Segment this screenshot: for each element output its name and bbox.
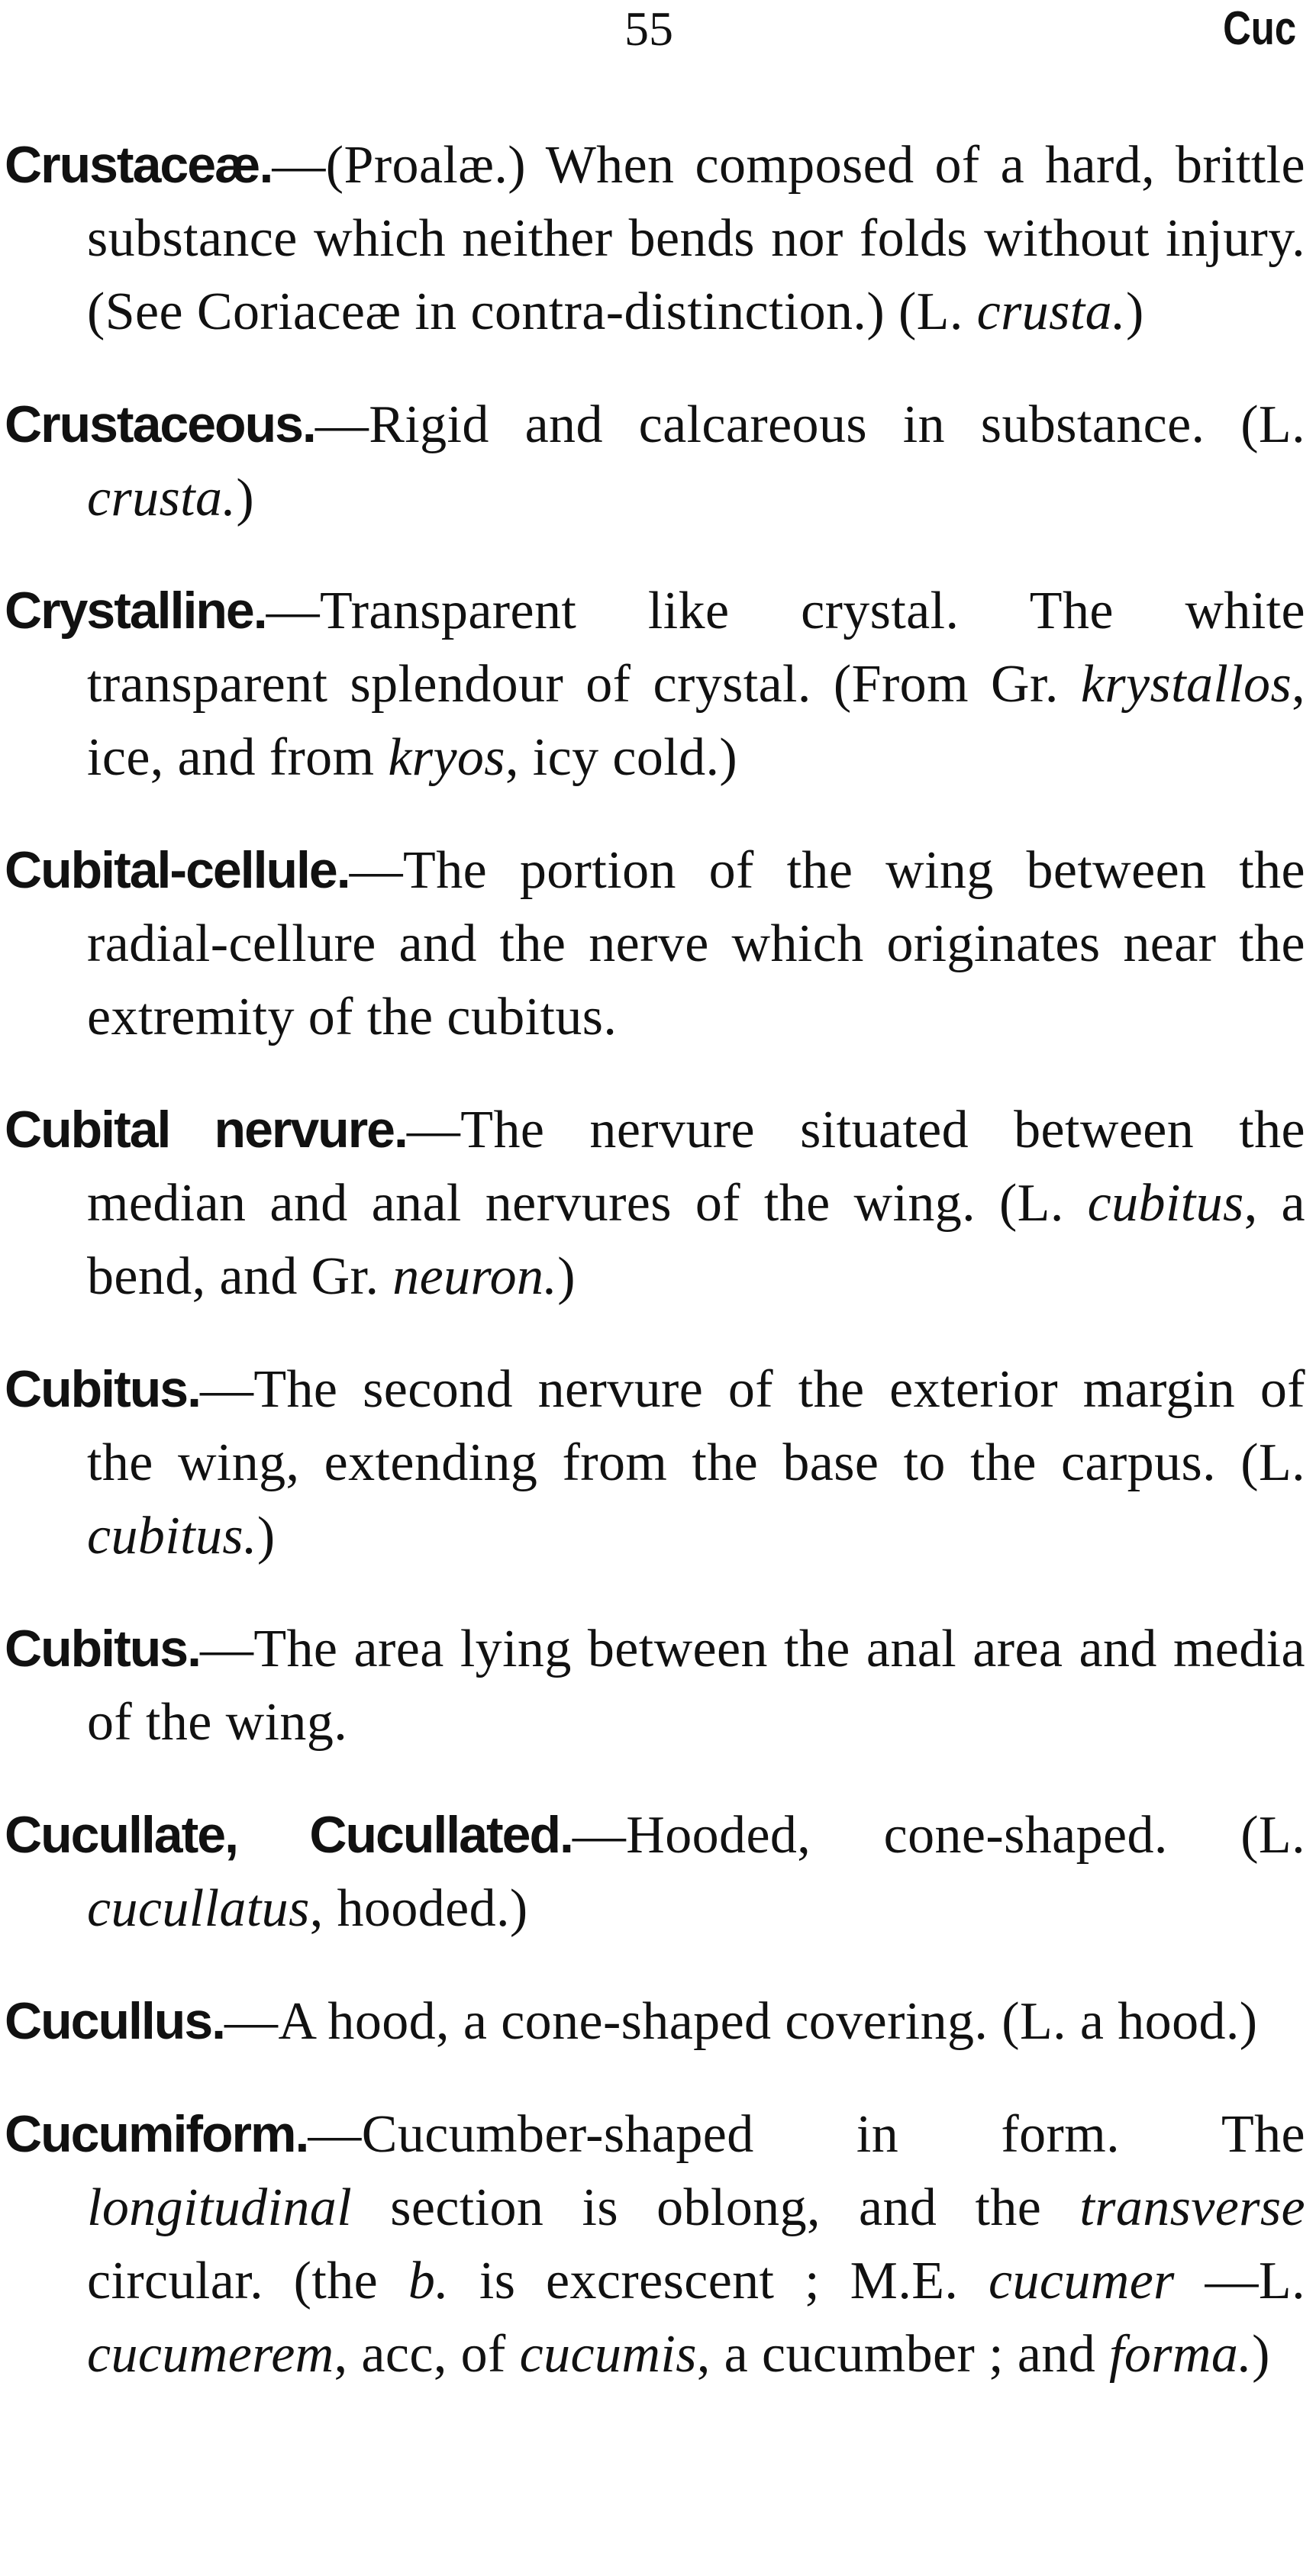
entry-text: circular. (the <box>87 2252 408 2310</box>
entry-text: —Cucumber-shaped in form. The <box>308 2105 1305 2164</box>
entry-text: —Transparent like crystal. The white transparent splendour of crystal. (From Gr. <box>87 582 1305 714</box>
entry-term: Crustaceous. <box>5 395 315 453</box>
entry-italic-text: longitudinal <box>87 2178 353 2237</box>
entry-text: —The area lying between the anal area and media of the wing. <box>87 1620 1305 1752</box>
entry-italic-text: cubitus <box>1087 1174 1244 1233</box>
entry-italic-text: cubitus. <box>87 1507 257 1565</box>
entry-term: Crustaceæ. <box>5 136 273 194</box>
entry-term: Cucumiform. <box>5 2105 308 2163</box>
glossary-entries <box>5 128 1305 2430</box>
entry-text: , hooded.) <box>309 1879 528 1938</box>
entry-text: is excrescent ; M.E. <box>449 2252 989 2310</box>
entry-text: , ice, and from <box>87 655 1305 787</box>
entry-italic-text: cucumer <box>989 2252 1175 2310</box>
entry-text: ) <box>256 1507 276 1565</box>
entry-italic-text: crusta. <box>87 469 237 527</box>
entry-term: Cubitus. <box>5 1620 200 1678</box>
entry-crustaceae <box>5 128 1305 349</box>
guide-word: Cuc <box>1222 2 1296 55</box>
entry-text: , a bend, and Gr. <box>87 1174 1305 1306</box>
entry-text: ) <box>1125 282 1144 341</box>
entry-italic-text: transverse <box>1079 2178 1305 2237</box>
entry-italic-text: cucullatus <box>87 1879 310 1938</box>
entry-term: Cubital nervure. <box>5 1101 407 1159</box>
entry-cubitus-nervure <box>5 1352 1305 1573</box>
entry-text: ) <box>236 469 255 527</box>
entry-cucullus <box>5 1984 1305 2059</box>
entry-italic-text: crusta. <box>976 282 1126 341</box>
entry-text: —The second nervure of the exterior margin of the wing, extending from the base to the carpus. (L. <box>87 1360 1305 1492</box>
entry-term: Cucullus. <box>5 1992 225 2050</box>
entry-italic-text: krystallos <box>1080 655 1292 714</box>
entry-italic-text: kryos <box>388 728 505 787</box>
entry-text: ) <box>1252 2325 1270 2384</box>
entry-text: , a cucumber ; and <box>696 2325 1109 2384</box>
entry-italic-text: forma. <box>1109 2325 1253 2384</box>
entry-cubital-nervure <box>5 1093 1305 1314</box>
entry-term: Crystalline. <box>5 582 266 640</box>
running-header <box>0 0 1316 61</box>
entry-text: —Hooded, cone-shaped. (L. <box>572 1806 1305 1865</box>
entry-italic-text: neuron. <box>392 1247 558 1306</box>
page-number: 55 <box>624 2 673 56</box>
entry-text: section is oblong, and the <box>352 2178 1080 2237</box>
entry-term: Cubital-cellule. <box>5 841 350 899</box>
entry-text: —A hood, a cone-shaped covering. (L. a hood.) <box>224 1992 1258 2051</box>
entry-term: Cubitus. <box>5 1360 200 1418</box>
entry-cubital-cellule <box>5 833 1305 1054</box>
entry-term: Cucullate, Cucullated. <box>5 1806 573 1864</box>
entry-italic-text: cucumerem <box>87 2325 334 2384</box>
entry-text: —The nervure situated between the median and anal nervures of the wing. (L. <box>87 1101 1305 1233</box>
entry-crystalline <box>5 574 1305 795</box>
entry-cucullate <box>5 1798 1305 1946</box>
entry-italic-text: cucumis <box>519 2325 697 2384</box>
entry-text: —The portion of the wing between the radial-cellure and the nerve which originates near the extremity of the cubitus. <box>87 841 1305 1046</box>
entry-italic-text: b. <box>408 2252 450 2310</box>
entry-cucumiform <box>5 2097 1305 2391</box>
entry-text: —(Proalæ.) When composed of a hard, brittle substance which neither bends nor folds without injury. (See Coriaceæ in contra-distinction.) (L. <box>87 136 1305 341</box>
entry-cubitus-area <box>5 1612 1305 1759</box>
entry-text: , icy cold.) <box>505 728 738 787</box>
entry-crustaceous <box>5 388 1305 535</box>
entry-text: —L. <box>1174 2252 1305 2310</box>
entry-text: , acc, of <box>334 2325 520 2384</box>
entry-text: —Rigid and calcareous in substance. (L. <box>314 395 1305 454</box>
entry-text: ) <box>557 1247 576 1306</box>
